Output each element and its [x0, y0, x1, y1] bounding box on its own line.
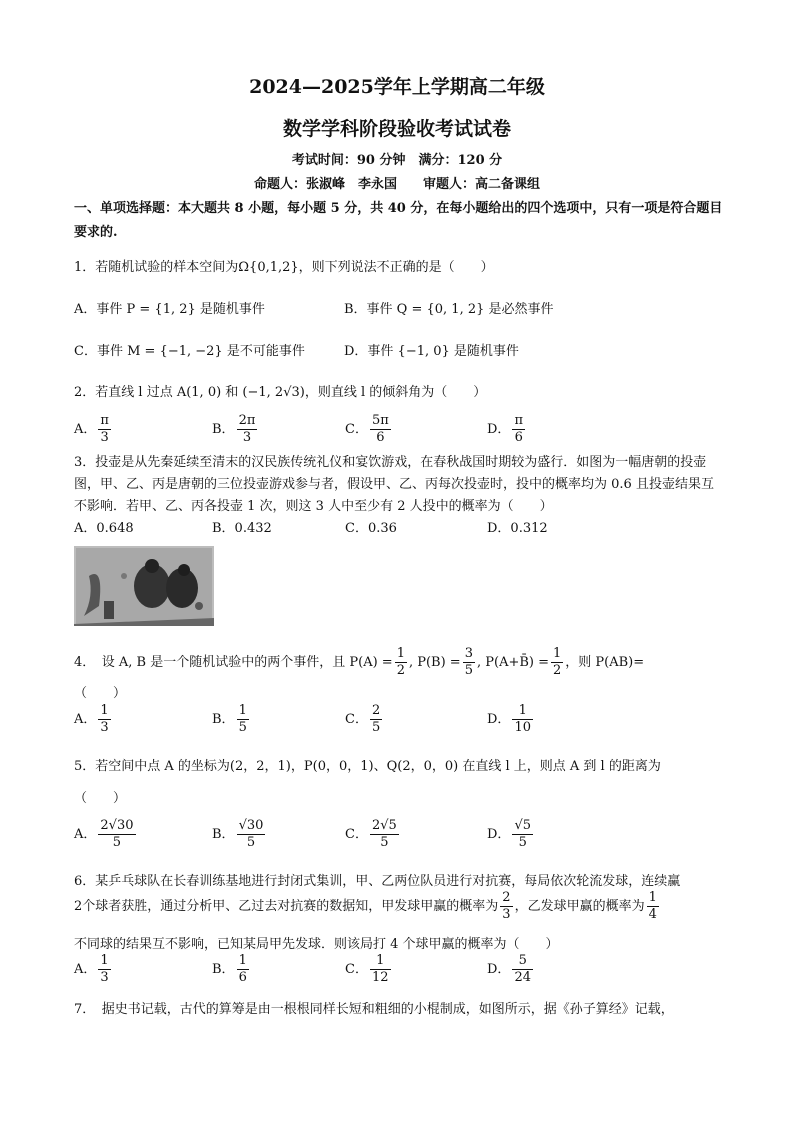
exam-info: 考试时间：90 分钟 满分：120 分 — [291, 153, 503, 168]
q4-option-c: C． $\frac{2}{5}$ — [345, 703, 381, 735]
authors: 命题人：张淑峰 李永国 审题人：高二备课组 — [253, 177, 540, 192]
q1-option-c: C．事件 M = {−1, −2} 是不可能事件 — [74, 344, 305, 359]
q5-paren: （ ） — [74, 791, 127, 806]
q4-option-a: A． $\frac{1}{3}$ — [74, 703, 109, 735]
touhu-painting-image — [74, 546, 214, 626]
q6-option-b: B． $\frac{1}{6}$ — [212, 953, 247, 985]
q2-option-a: A． $\frac{\pi}{3}$ — [74, 413, 109, 445]
q3-option-b: B．0.432 — [212, 521, 272, 536]
q5-option-d: D． $\frac{√5}{5}$ — [487, 818, 531, 850]
q1-option-a: A．事件 P = {1, 2} 是随机事件 — [74, 302, 265, 317]
q6-line2: 2个球者获胜，通过分析甲、乙过去对抗赛的数据知，甲发球甲赢的概率为 $\frac{2}{3}$ ，乙发球甲赢的概率为 $\frac{1}{4}$ — [74, 890, 657, 922]
q1-option-b: B．事件 Q = {0, 1, 2} 是必然事件 — [344, 302, 554, 317]
q4-stem: 4． 设 A, B 是一个随机试验中的两个事件，且 P(A) = $\frac{1}{2}$ , P(B) = $\frac{3}{5}$ , P(A+B̄) = $\frac{1}{2}$ ，则 P(AB)= — [74, 646, 645, 678]
q3-option-d: D．0.312 — [487, 521, 548, 536]
q6-line1: 6．某乒乓球队在长春训练基地进行封闭式集训，甲、乙两位队员进行对抗赛，每局依次轮流发球，连续赢 — [74, 874, 681, 889]
q3-stem: 3．投壶是从先秦延续至清末的汉民族传统礼仪和宴饮游戏，在春秋战国时期较为盛行．如图为一幅唐朝的投壶图，甲、乙、丙是唐朝的三位投壶游戏参与者，假设甲、乙、丙每次投壶时，投中的概率均为 0.6 且投壶结果互不影响．若甲、乙、丙各投壶 1 次，则这 3 人中至少有 2 人投中的概率为（ ） — [74, 455, 714, 514]
q6-line3: 不同球的结果互不影响，已知某局甲先发球．则该局打 4 个球甲赢的概率为（ ） — [74, 937, 559, 952]
q6-option-a: A． $\frac{1}{3}$ — [74, 953, 109, 985]
q1-stem: 1．若随机试验的样本空间为Ω{0,1,2}，则下列说法不正确的是（ ） — [74, 260, 494, 275]
q2-stem: 2．若直线 l 过点 A(1, 0) 和 (−1, 2√3)，则直线 l 的倾斜角为（ ） — [74, 385, 487, 400]
q2-option-d: D． $\frac{\pi}{6}$ — [487, 413, 523, 445]
q4-option-b: B． $\frac{1}{5}$ — [212, 703, 247, 735]
q2-option-b: B． $\frac{2\pi}{3}$ — [212, 413, 256, 445]
q6-option-c: C． $\frac{1}{12}$ — [345, 953, 389, 985]
title-line1: 2024—2025学年上学期高二年级 — [249, 76, 545, 98]
q3-option-c: C．0.36 — [345, 521, 397, 536]
q5-option-a: A． $\frac{2√30}{5}$ — [74, 818, 134, 850]
q2-option-c: C． $\frac{5\pi}{6}$ — [345, 413, 389, 445]
q7-stem: 7． 据史书记载，古代的算筹是由一根根同样长短和粗细的小棍制成，如图所示，据《孙子算经》记载， — [74, 1002, 674, 1017]
q1-option-d: D．事件 {−1, 0} 是随机事件 — [344, 344, 519, 359]
q4-option-d: D． $\frac{1}{10}$ — [487, 703, 531, 735]
section-heading: 一、单项选择题：本大题共 8 小题，每小题 5 分，共 40 分，在每小题给出的四个选项中，只有一项是符合题目要求的. — [74, 201, 723, 240]
q3-option-a: A．0.648 — [74, 521, 134, 536]
q5-option-c: C． $\frac{2√5}{5}$ — [345, 818, 397, 850]
title-line2: 数学学科阶段验收考试试卷 — [282, 118, 511, 140]
q6-option-d: D． $\frac{5}{24}$ — [487, 953, 531, 985]
q5-option-b: B． $\frac{√30}{5}$ — [212, 818, 264, 850]
q5-stem: 5．若空间中点 A 的坐标为(2，2，1)，P(0，0，1)、Q(2，0，0) 在直线 l 上，则点 A 到 l 的距离为 — [74, 759, 661, 774]
q4-paren: （ ） — [74, 686, 127, 701]
